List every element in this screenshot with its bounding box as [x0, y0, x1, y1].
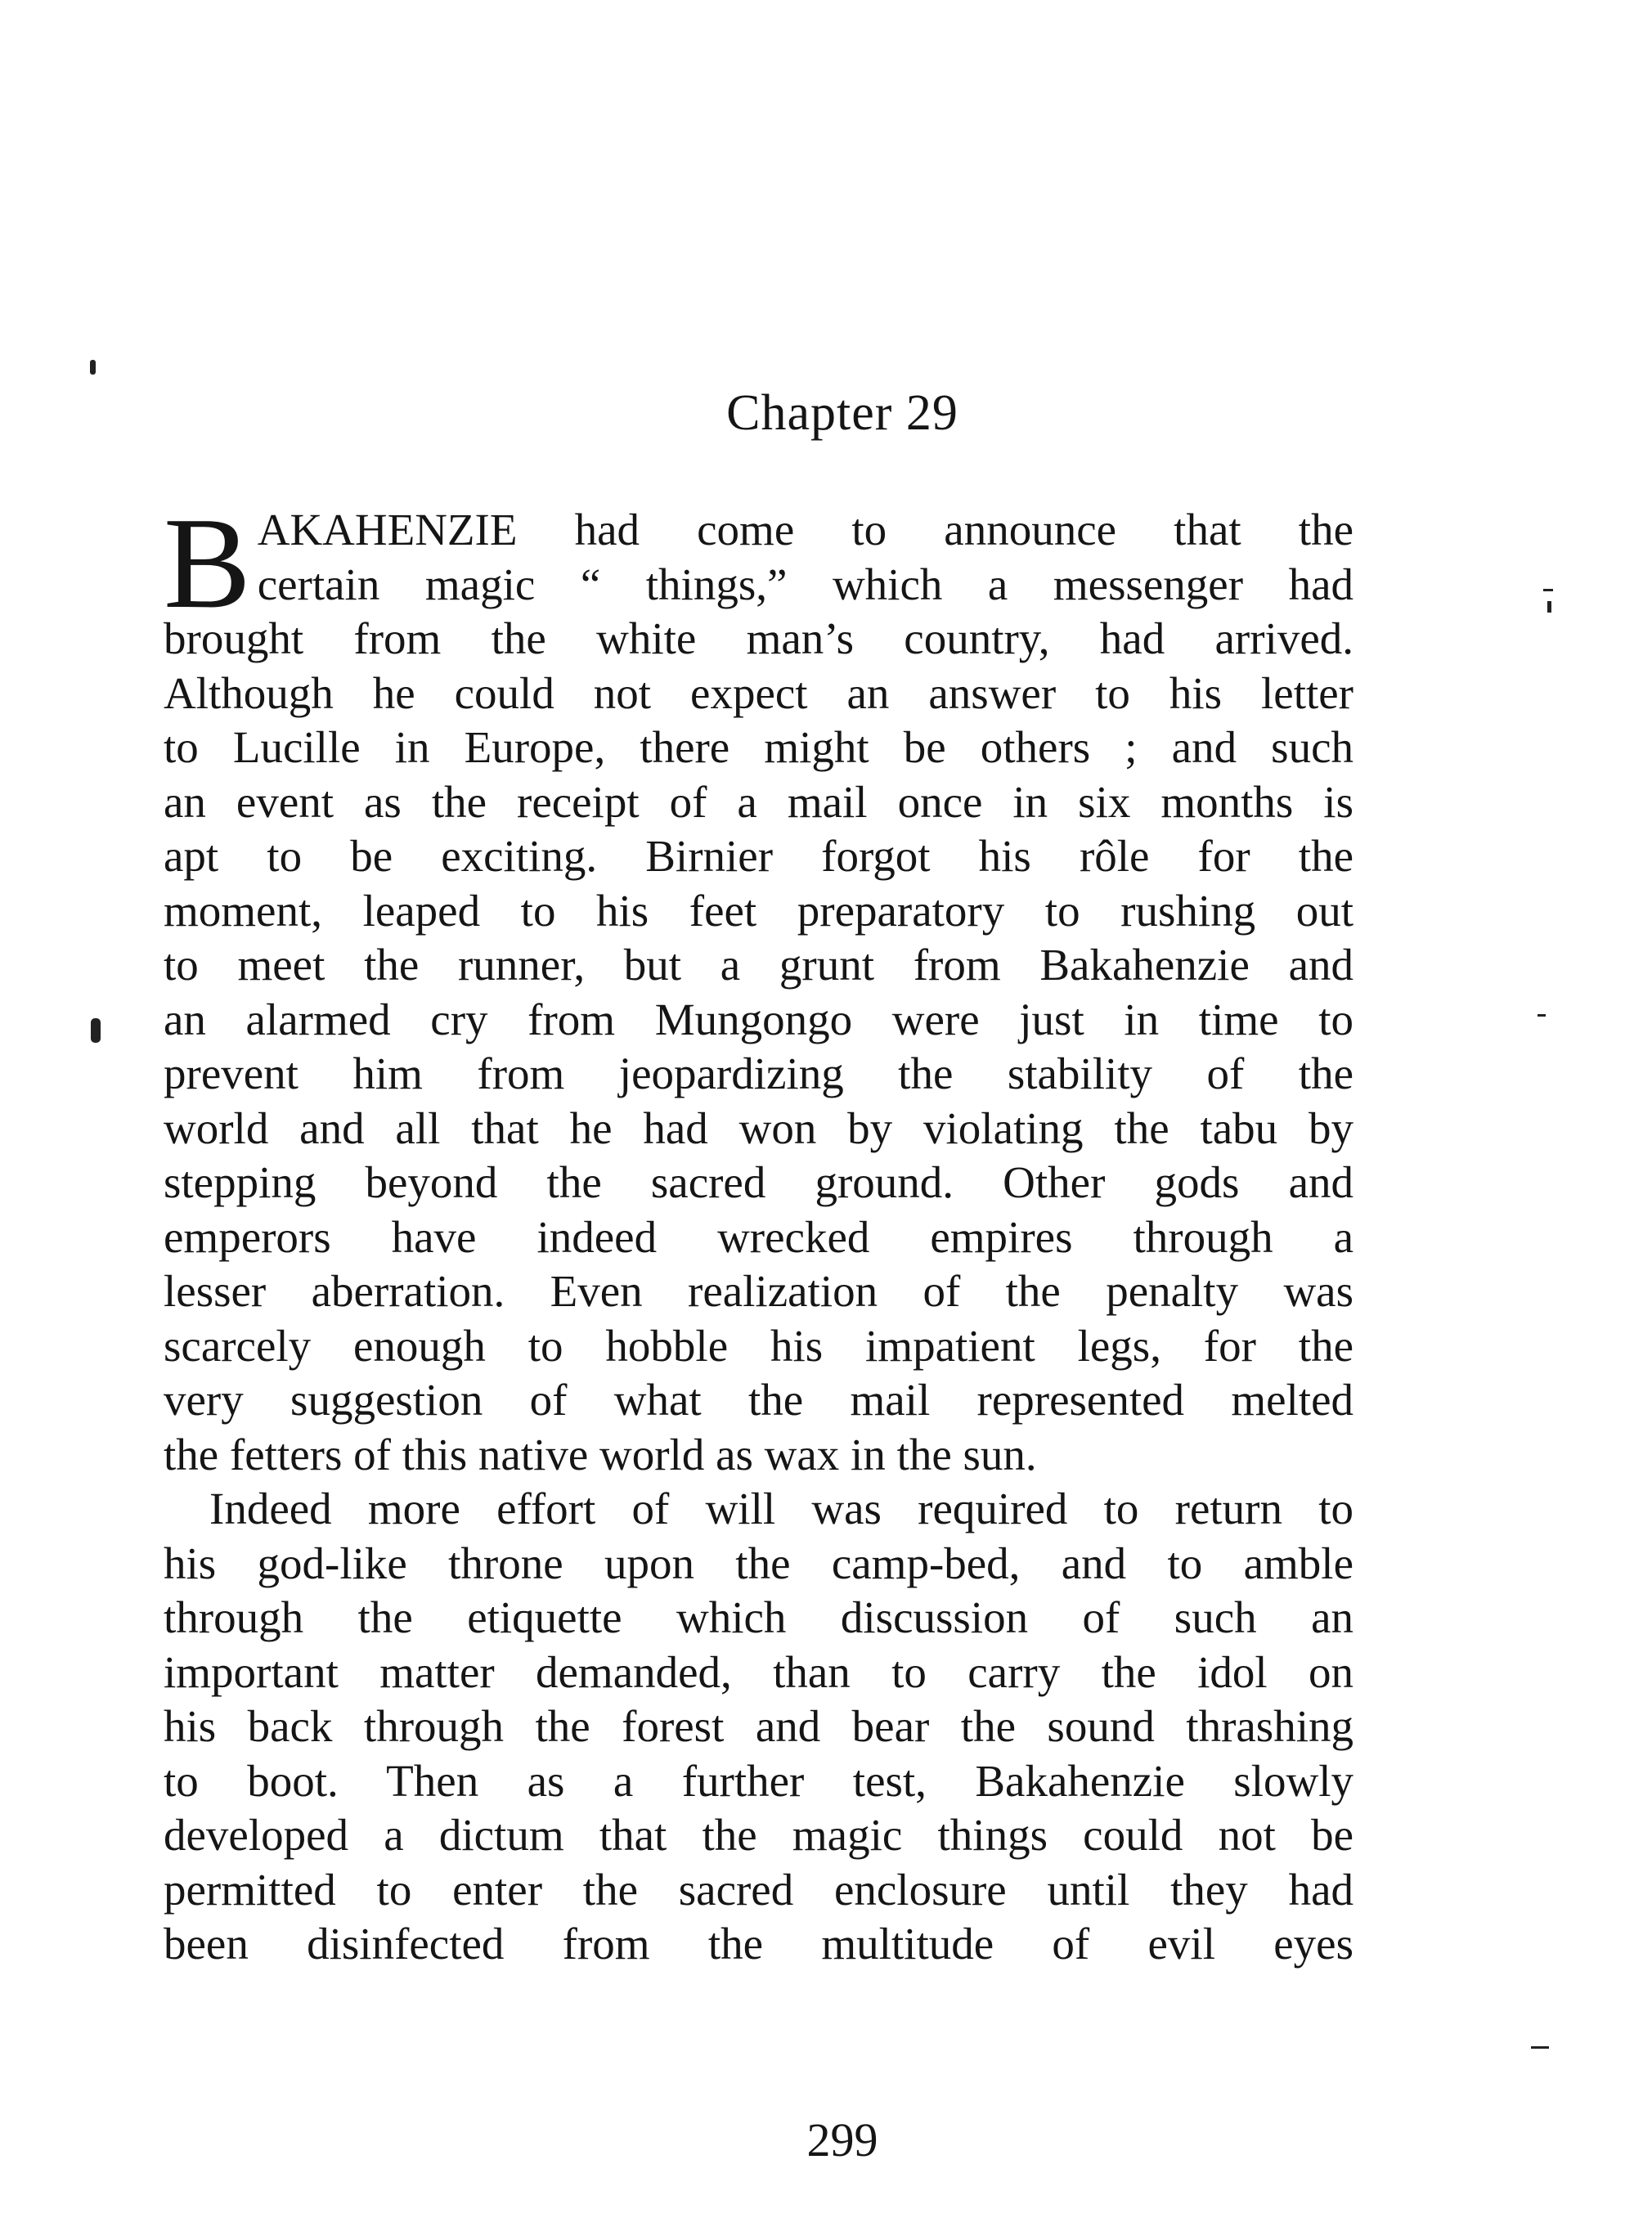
scan-speck: [1547, 601, 1551, 613]
text-line: world and all that he had won by violating the tabu by: [164, 1102, 1353, 1153]
scan-speck: [1531, 2046, 1549, 2049]
scan-speck: [91, 1018, 101, 1043]
text-line: prevent him from jeopardizing the stability of the: [164, 1048, 1353, 1098]
text-line: important matter demanded, than to carry the idol on: [164, 1646, 1353, 1697]
text-line: developed a dictum that the magic things could not be: [164, 1810, 1353, 1860]
scan-speck: [1543, 589, 1553, 591]
text-line: to boot. Then as a further test, Bakahenzie slowly: [164, 1755, 1353, 1806]
text-line: Although he could not expect an answer to his letter: [164, 667, 1353, 718]
text-line: to meet the runner, but a grunt from Bakahenzie and: [164, 940, 1353, 990]
scan-speck: [1538, 1014, 1546, 1017]
text-line: stepping beyond the sacred ground. Other gods and: [164, 1157, 1353, 1207]
text-line: his back through the forest and bear the sound thrashing: [164, 1701, 1353, 1751]
text-line: his god-like throne upon the camp-bed, and to amble: [164, 1538, 1353, 1588]
text-line: through the etiquette which discussion of such an: [164, 1592, 1353, 1642]
text-line: moment, leaped to his feet preparatory to rushing out: [164, 885, 1353, 936]
text-line: an alarmed cry from Mungongo were just in time to: [164, 994, 1353, 1044]
body-text: [164, 490, 1353, 1972]
text-line: very suggestion of what the mail represented melted: [164, 1375, 1353, 1425]
text-line: permitted to enter the sacred enclosure until they had: [164, 1864, 1353, 1915]
page-number: 299: [806, 2113, 878, 2166]
text-line: been disinfected from the multitude of evil eyes: [164, 1919, 1353, 1969]
text-line: scarcely enough to hobble his impatient legs, for the: [164, 1320, 1353, 1371]
scan-speck: [90, 360, 96, 375]
text-line: an event as the receipt of a mail once in six months is: [164, 776, 1353, 827]
drop-cap: B: [164, 490, 251, 635]
text-line: lesser aberration. Even realization of the penalty was: [164, 1266, 1353, 1316]
text-line: brought from the white man’s country, had arrived.: [164, 613, 1353, 663]
chapter-title: Chapter 29: [726, 385, 958, 441]
text-line: to Lucille in Europe, there might be others ; and such: [164, 722, 1353, 772]
text-line: certain magic “ things,” which a messenger had: [257, 559, 1353, 609]
text-line: apt to be exciting. Birnier forgot his rôle for the: [164, 831, 1353, 881]
text-line: Indeed more effort of will was required to return to: [209, 1484, 1353, 1533]
text-line: the fetters of this native world as wax in the sun.: [164, 1429, 1037, 1479]
text-line: AKAHENZIE had come to announce that the: [257, 505, 1353, 555]
text-line: emperors have indeed wrecked empires through a: [164, 1211, 1353, 1262]
